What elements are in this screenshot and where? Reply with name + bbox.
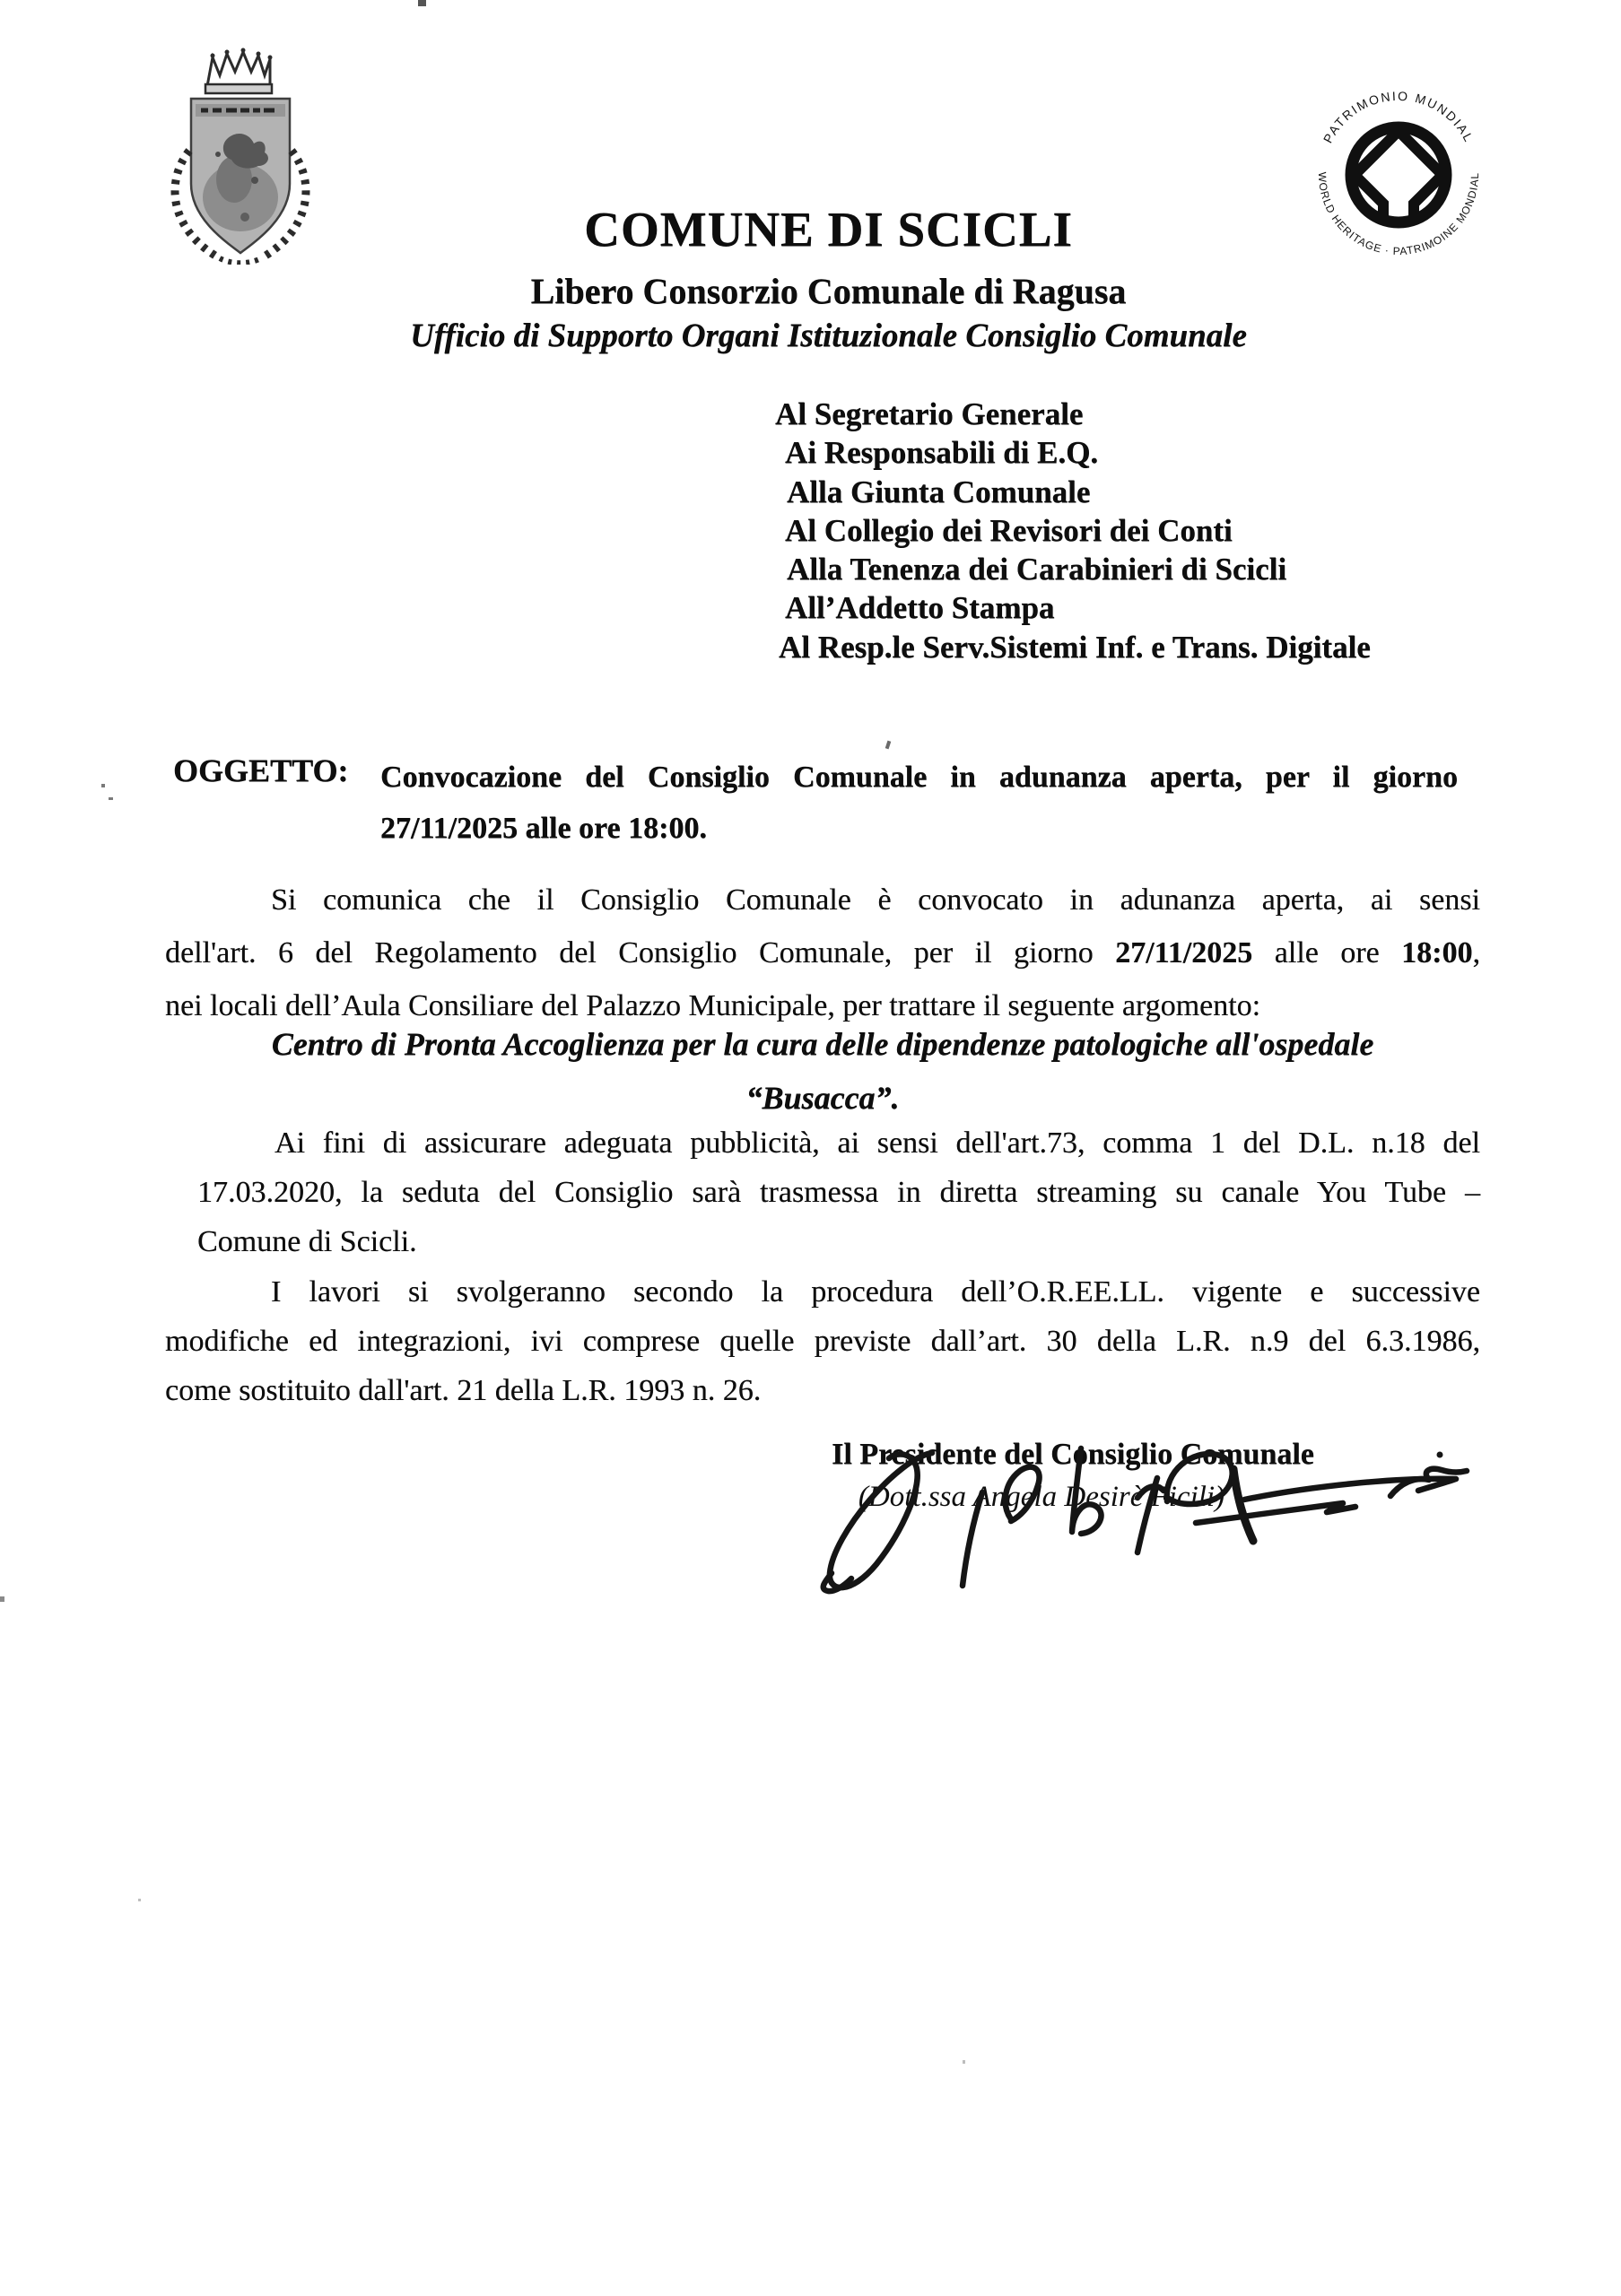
unesco-ring-text-top: PATRIMONIO MUNDIAL [1320, 88, 1477, 146]
body-paragraph-2 [197, 1118, 1480, 1266]
text-segment: dell'art. 6 del Regolamento del Consiglio Comunale, per il giorno [165, 936, 1116, 970]
letterhead-office: Ufficio di Supporto Organi Istituzionale Consiglio Comunale [410, 317, 1247, 354]
scan-speck [101, 784, 105, 787]
text-segment: , [1472, 936, 1480, 970]
subject-text [380, 752, 1458, 854]
scan-speck [109, 797, 113, 800]
recipient-line: Ai Responsabili di E.Q. [785, 435, 1099, 471]
recipient-line: Alla Tenenza dei Carabinieri di Scicli [787, 552, 1287, 587]
scan-speck [138, 1899, 141, 1901]
body-paragraph-3 [165, 1267, 1480, 1415]
agenda-line: Centro di Pronta Accoglienza per la cura delle dipendenze patologiche all'ospedale [271, 1026, 1374, 1062]
subject-label: OGGETTO: [173, 752, 349, 788]
agenda-item [156, 1017, 1489, 1125]
time-emphasis: 18:00 [1401, 936, 1473, 970]
handwritten-signature [812, 1415, 1476, 1622]
scan-speck [885, 741, 892, 750]
unesco-ring-text-bottom: WORLD HERITAGE · PATRIMOINE MONDIAL [1315, 171, 1482, 258]
date-emphasis: 27/11/2025 [1115, 936, 1253, 970]
recipients-list [775, 395, 1371, 666]
paragraph-line [165, 926, 1480, 979]
recipient-line: Al Resp.le Serv.Sistemi Inf. e Trans. Digitale [779, 629, 1371, 665]
paragraph-line: come sostituito dall'art. 21 della L.R. 1993 n. 26. [165, 1374, 762, 1407]
scan-speck [418, 0, 426, 6]
recipient-line: Alla Giunta Comunale [787, 474, 1091, 509]
recipient-line: Al Segretario Generale [775, 396, 1084, 431]
signer-role: Il Presidente del Consiglio Comunale [832, 1438, 1314, 1471]
ink-dot [1437, 1452, 1443, 1458]
scan-speck [963, 2060, 965, 2064]
subject-line: Convocazione del Consiglio Comunale in adunanza aperta, per il giorno [380, 761, 1458, 794]
body-paragraph-1 [165, 874, 1480, 1032]
page-title: COMUNE DI SCICLI [584, 202, 1073, 257]
paragraph-line: Si comunica che il Consiglio Comunale è convocato in adunanza aperta, ai sensi [271, 883, 1480, 917]
recipient-line: All’Addetto Stampa [785, 590, 1055, 626]
agenda-line: “Busacca”. [745, 1080, 900, 1116]
recipient-line: Al Collegio dei Revisori dei Conti [785, 512, 1233, 548]
letterhead-subtitle: Libero Consorzio Comunale di Ragusa [530, 271, 1127, 311]
signer-name: (Dott.ssa Angela Desirè Ficili) [858, 1481, 1225, 1513]
crown-icon [207, 52, 270, 86]
paragraph-line: 17.03.2020, la seduta del Consiglio sarà trasmessa in diretta streaming su canale You Tube – [197, 1176, 1480, 1209]
paragraph-line: Comune di Scicli. [197, 1225, 417, 1258]
paragraph-line: nei locali dell’Aula Consiliare del Palazzo Municipale, per trattare il seguente argomento: [165, 989, 1261, 1022]
paragraph-line: Ai fini di assicurare adeguata pubblicità, ai sensi dell'art.73, comma 1 del D.L. n.18 del [275, 1126, 1480, 1160]
subject-line: 27/11/2025 alle ore 18:00. [380, 812, 707, 845]
paragraph-line: I lavori si svolgeranno secondo la procedura dell’O.R.EE.LL. vigente e successive [271, 1275, 1480, 1309]
letterhead [18, 202, 1621, 355]
paragraph-line: modifiche ed integrazioni, ivi comprese quelle previste dall’art. 30 della L.R. n.9 del 6.3.1986, [165, 1325, 1480, 1358]
scan-speck [0, 1596, 4, 1602]
text-segment: alle ore [1252, 936, 1402, 970]
